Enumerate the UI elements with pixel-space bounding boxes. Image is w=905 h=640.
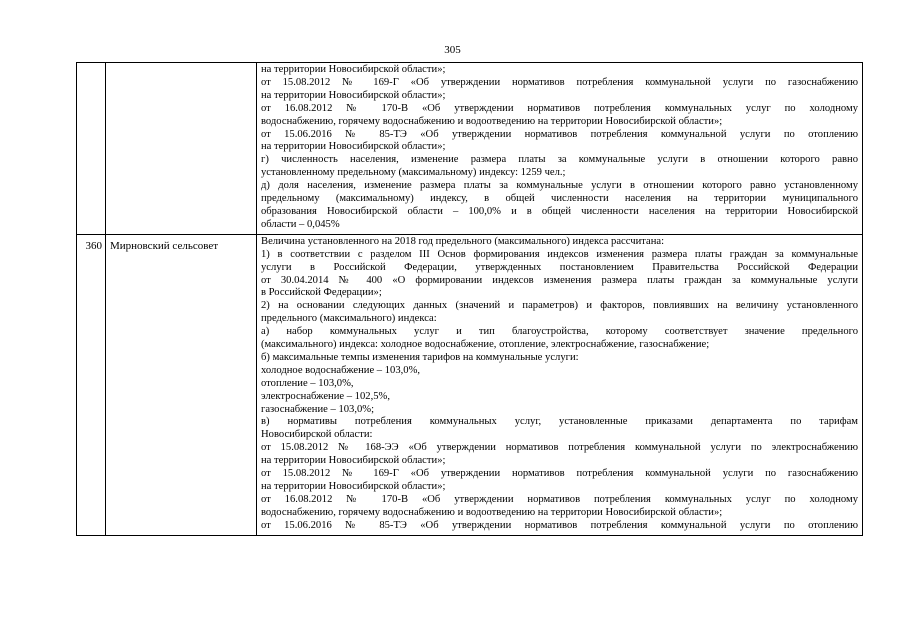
text-line: 2) на основании следующих данных (значений и параметров) и факторов, повлиявших на величину установленного	[261, 300, 858, 312]
text-line: Новосибирской области:	[261, 429, 373, 441]
text-line: на территории Новосибирской области»;	[261, 481, 446, 492]
text-line: от 15.06.2016 № 85-ТЭ «Об утверждении нормативов потребления коммунальной услуги по отоплению	[261, 128, 858, 140]
text-line: от 15.06.2016 № 85-ТЭ «Об утверждении нормативов потребления коммунальной услуги по отоплению	[261, 519, 858, 531]
row-number-cell	[77, 63, 106, 235]
text-line: предельного (максимального) индекса:	[261, 313, 437, 325]
table-row	[77, 63, 863, 235]
table-row	[77, 234, 863, 535]
text-line: а) набор коммунальных услуг и тип благоустройства, которому соответствует значение предельного	[261, 326, 858, 338]
municipality-cell	[106, 63, 257, 235]
text-line: газоснабжение – 103,0%;	[261, 403, 375, 415]
text-line: д) доля населения, изменение размера платы за коммунальные услуги в отношении которого равно установленному	[261, 180, 858, 192]
text-line: водоснабжению, горячему водоснабжению и водоотведению на территории Новосибирской области»;	[261, 506, 723, 518]
text-line: от 15.08.2012 № 168-ЭЭ «Об утверждении нормативов потребления коммунальной услуги по электроснабжению	[261, 442, 858, 454]
document-table-body	[77, 63, 863, 536]
text-line: от 30.04.2014 № 400 «О формировании индексов изменения размера платы граждан за коммунальные услуги	[261, 274, 858, 286]
text-line: Величина установленного на 2018 год предельного (максимального) индекса рассчитана:	[261, 235, 665, 247]
text-line: на территории Новосибирской области»;	[261, 64, 446, 75]
municipality-name: Мирновский сельсовет	[110, 239, 219, 252]
municipality-cell	[106, 234, 257, 535]
page-number: 305	[444, 44, 461, 56]
text-line: предельному (максимальному) индексу, в общей численности населения на территории муниципального	[261, 193, 858, 205]
text-line: электроснабжение – 102,5%,	[261, 390, 390, 402]
text-line: образования Новосибирской области – 100,0% и в общей численности населения на территории Новосибирской	[261, 205, 858, 217]
row-number-cell	[77, 234, 106, 535]
text-line: холодное водоснабжение – 103,0%,	[261, 364, 421, 376]
text-line: на территории Новосибирской области»;	[261, 455, 446, 467]
municipality-name	[106, 63, 256, 68]
document-table	[76, 62, 863, 536]
text-line: отопление – 103,0%,	[261, 377, 354, 389]
text-line: установленному предельному (максимальному) индексу: 1259 чел.;	[261, 167, 566, 179]
text-line: от 15.08.2012 № 169-Г «Об утверждении нормативов потребления коммунальной услуги по газоснабжению	[261, 76, 858, 88]
text-line: области – 0,045%	[261, 218, 340, 230]
text-line: на территории Новосибирской области»;	[261, 141, 446, 153]
text-line: от 16.08.2012 № 170-В «Об утверждении нормативов потребления коммунальных услуг по холодному	[261, 493, 858, 505]
text-line: водоснабжению, горячему водоснабжению и водоотведению на территории Новосибирской области»;	[261, 115, 723, 127]
text-line: от 16.08.2012 № 170-В «Об утверждении нормативов потребления коммунальных услуг по холодному	[261, 102, 858, 114]
text-line: (максимального) индекса: холодное водоснабжение, отопление, электроснабжение, газоснабжение;	[261, 339, 710, 351]
row-number	[77, 63, 105, 68]
description-cell	[257, 63, 863, 235]
text-line: на территории Новосибирской области»;	[261, 89, 446, 101]
row-number: 360	[85, 239, 102, 252]
text-line: г) численность населения, изменение размера платы за коммунальные услуги в отношении которого равно	[261, 154, 858, 166]
text-line: б) максимальные темпы изменения тарифов на коммунальные услуги:	[261, 351, 579, 363]
text-line: 1) в соответствии с разделом III Основ формирования индексов изменения размера платы граждан за коммунальные	[261, 248, 858, 260]
text-line: в) нормативы потребления коммунальных услуг, установленные приказами департамента по тарифам	[261, 416, 858, 428]
text-line: в Российской Федерации»;	[261, 287, 382, 299]
text-line: услуги в Российской Федерации, утвержденных постановлением Правительства Российской Федерации	[261, 261, 858, 273]
text-line: от 15.08.2012 № 169-Г «Об утверждении нормативов потребления коммунальной услуги по газоснабжению	[261, 468, 858, 480]
description-cell	[257, 234, 863, 535]
